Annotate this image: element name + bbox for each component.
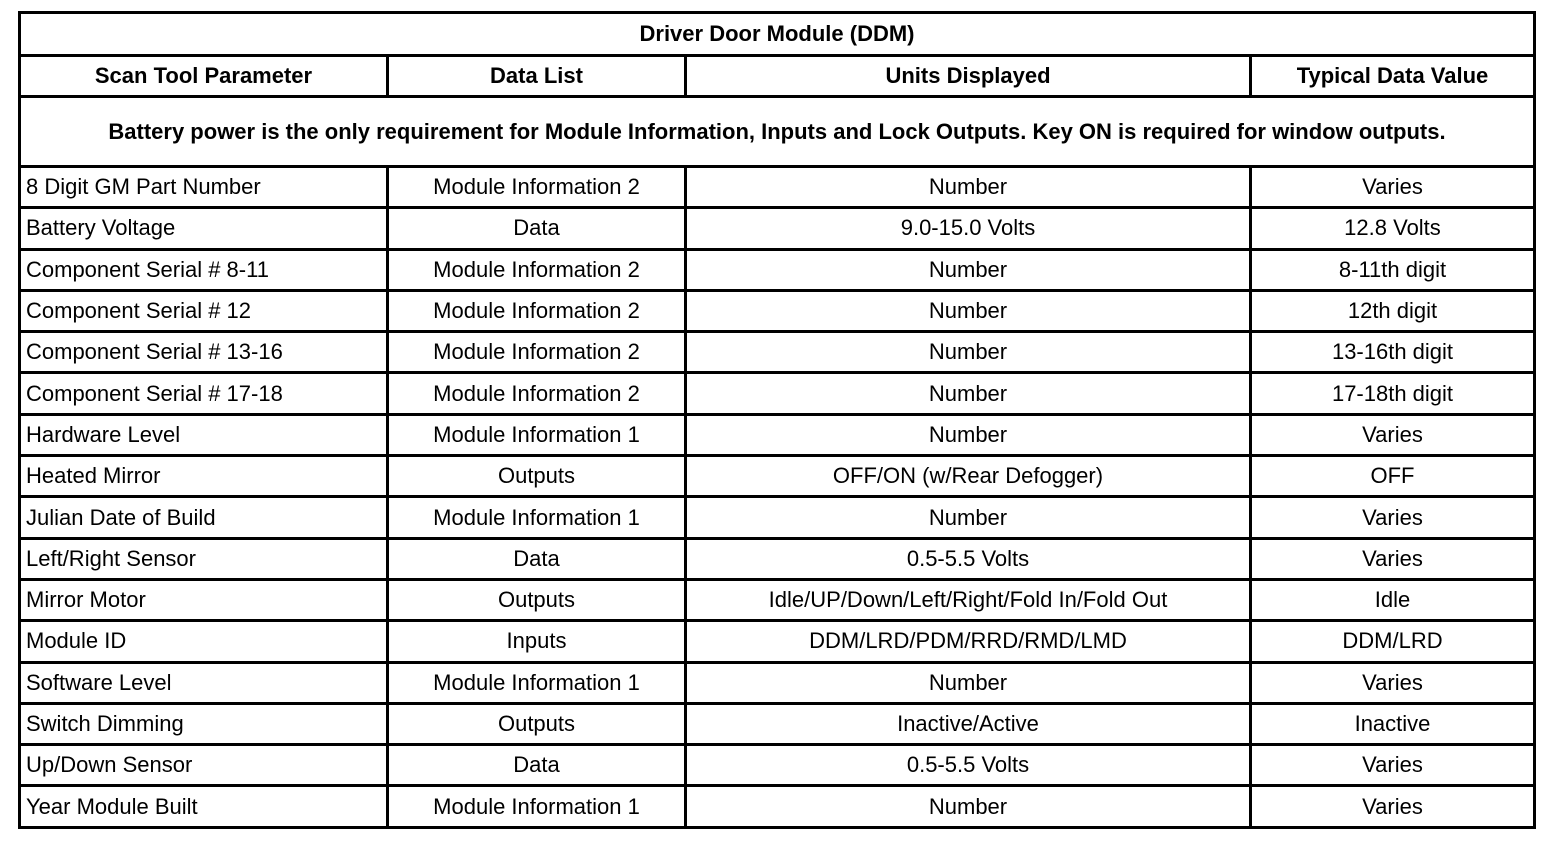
cell-typical-data-value: 12th digit (1251, 290, 1535, 331)
cell-scan-tool-parameter: Software Level (20, 662, 388, 703)
cell-data-list: Outputs (388, 703, 686, 744)
cell-units-displayed: Number (686, 290, 1251, 331)
cell-units-displayed: Inactive/Active (686, 703, 1251, 744)
cell-scan-tool-parameter: Julian Date of Build (20, 497, 388, 538)
cell-scan-tool-parameter: Switch Dimming (20, 703, 388, 744)
header-typical-data-value: Typical Data Value (1251, 56, 1535, 97)
table-row (20, 621, 1535, 662)
cell-data-list: Outputs (388, 456, 686, 497)
cell-data-list: Outputs (388, 579, 686, 620)
table-row (20, 745, 1535, 786)
cell-units-displayed: Idle/UP/Down/Left/Right/Fold In/Fold Out (686, 579, 1251, 620)
cell-data-list: Data (388, 208, 686, 249)
cell-units-displayed: Number (686, 662, 1251, 703)
cell-data-list: Data (388, 538, 686, 579)
cell-scan-tool-parameter: Component Serial # 12 (20, 290, 388, 331)
cell-data-list: Module Information 1 (388, 414, 686, 455)
table-row (20, 662, 1535, 703)
note-row (20, 97, 1535, 167)
header-units-displayed: Units Displayed (686, 56, 1251, 97)
cell-scan-tool-parameter: Hardware Level (20, 414, 388, 455)
table-row (20, 332, 1535, 373)
table-row (20, 703, 1535, 744)
table-row (20, 249, 1535, 290)
ddm-table-container (18, 11, 1533, 829)
header-scan-tool-parameter: Scan Tool Parameter (20, 56, 388, 97)
cell-typical-data-value: Varies (1251, 167, 1535, 208)
cell-scan-tool-parameter: Year Module Built (20, 786, 388, 827)
cell-data-list: Data (388, 745, 686, 786)
cell-scan-tool-parameter: Component Serial # 8-11 (20, 249, 388, 290)
cell-typical-data-value: Varies (1251, 538, 1535, 579)
cell-typical-data-value: Varies (1251, 786, 1535, 827)
cell-units-displayed: 0.5-5.5 Volts (686, 538, 1251, 579)
cell-typical-data-value: Varies (1251, 414, 1535, 455)
cell-data-list: Module Information 1 (388, 662, 686, 703)
cell-units-displayed: OFF/ON (w/Rear Defogger) (686, 456, 1251, 497)
cell-data-list: Module Information 1 (388, 786, 686, 827)
cell-scan-tool-parameter: Left/Right Sensor (20, 538, 388, 579)
cell-data-list: Module Information 2 (388, 167, 686, 208)
cell-units-displayed: Number (686, 249, 1251, 290)
table-row (20, 208, 1535, 249)
cell-typical-data-value: 12.8 Volts (1251, 208, 1535, 249)
cell-scan-tool-parameter: Component Serial # 17-18 (20, 373, 388, 414)
table-row (20, 579, 1535, 620)
cell-units-displayed: 0.5-5.5 Volts (686, 745, 1251, 786)
cell-data-list: Module Information 2 (388, 290, 686, 331)
table-row (20, 414, 1535, 455)
cell-data-list: Module Information 1 (388, 497, 686, 538)
table-row (20, 290, 1535, 331)
cell-typical-data-value: 8-11th digit (1251, 249, 1535, 290)
cell-typical-data-value: 13-16th digit (1251, 332, 1535, 373)
cell-typical-data-value: Varies (1251, 662, 1535, 703)
cell-typical-data-value: 17-18th digit (1251, 373, 1535, 414)
cell-scan-tool-parameter: Battery Voltage (20, 208, 388, 249)
cell-scan-tool-parameter: Up/Down Sensor (20, 745, 388, 786)
table-body (20, 13, 1535, 828)
cell-data-list: Inputs (388, 621, 686, 662)
table-row (20, 786, 1535, 827)
cell-units-displayed: Number (686, 167, 1251, 208)
header-data-list: Data List (388, 56, 686, 97)
cell-scan-tool-parameter: Component Serial # 13-16 (20, 332, 388, 373)
cell-data-list: Module Information 2 (388, 332, 686, 373)
table-title: Driver Door Module (DDM) (20, 13, 1535, 56)
cell-units-displayed: DDM/LRD/PDM/RRD/RMD/LMD (686, 621, 1251, 662)
cell-typical-data-value: Varies (1251, 497, 1535, 538)
cell-typical-data-value: Varies (1251, 745, 1535, 786)
cell-units-displayed: Number (686, 373, 1251, 414)
cell-scan-tool-parameter: 8 Digit GM Part Number (20, 167, 388, 208)
table-row (20, 373, 1535, 414)
cell-typical-data-value: DDM/LRD (1251, 621, 1535, 662)
cell-scan-tool-parameter: Heated Mirror (20, 456, 388, 497)
cell-typical-data-value: Idle (1251, 579, 1535, 620)
cell-data-list: Module Information 2 (388, 373, 686, 414)
header-row (20, 56, 1535, 97)
table-row (20, 538, 1535, 579)
cell-typical-data-value: Inactive (1251, 703, 1535, 744)
requirements-note: Battery power is the only requirement for Module Information, Inputs and Lock Outputs. Key ON is required for window outputs. (20, 97, 1535, 167)
cell-typical-data-value: OFF (1251, 456, 1535, 497)
table-row (20, 456, 1535, 497)
cell-units-displayed: Number (686, 786, 1251, 827)
cell-scan-tool-parameter: Module ID (20, 621, 388, 662)
cell-units-displayed: 9.0-15.0 Volts (686, 208, 1251, 249)
ddm-data-table (18, 11, 1536, 829)
cell-units-displayed: Number (686, 414, 1251, 455)
table-row (20, 167, 1535, 208)
cell-units-displayed: Number (686, 497, 1251, 538)
cell-scan-tool-parameter: Mirror Motor (20, 579, 388, 620)
table-row (20, 497, 1535, 538)
cell-data-list: Module Information 2 (388, 249, 686, 290)
cell-units-displayed: Number (686, 332, 1251, 373)
table-title-row (20, 13, 1535, 56)
